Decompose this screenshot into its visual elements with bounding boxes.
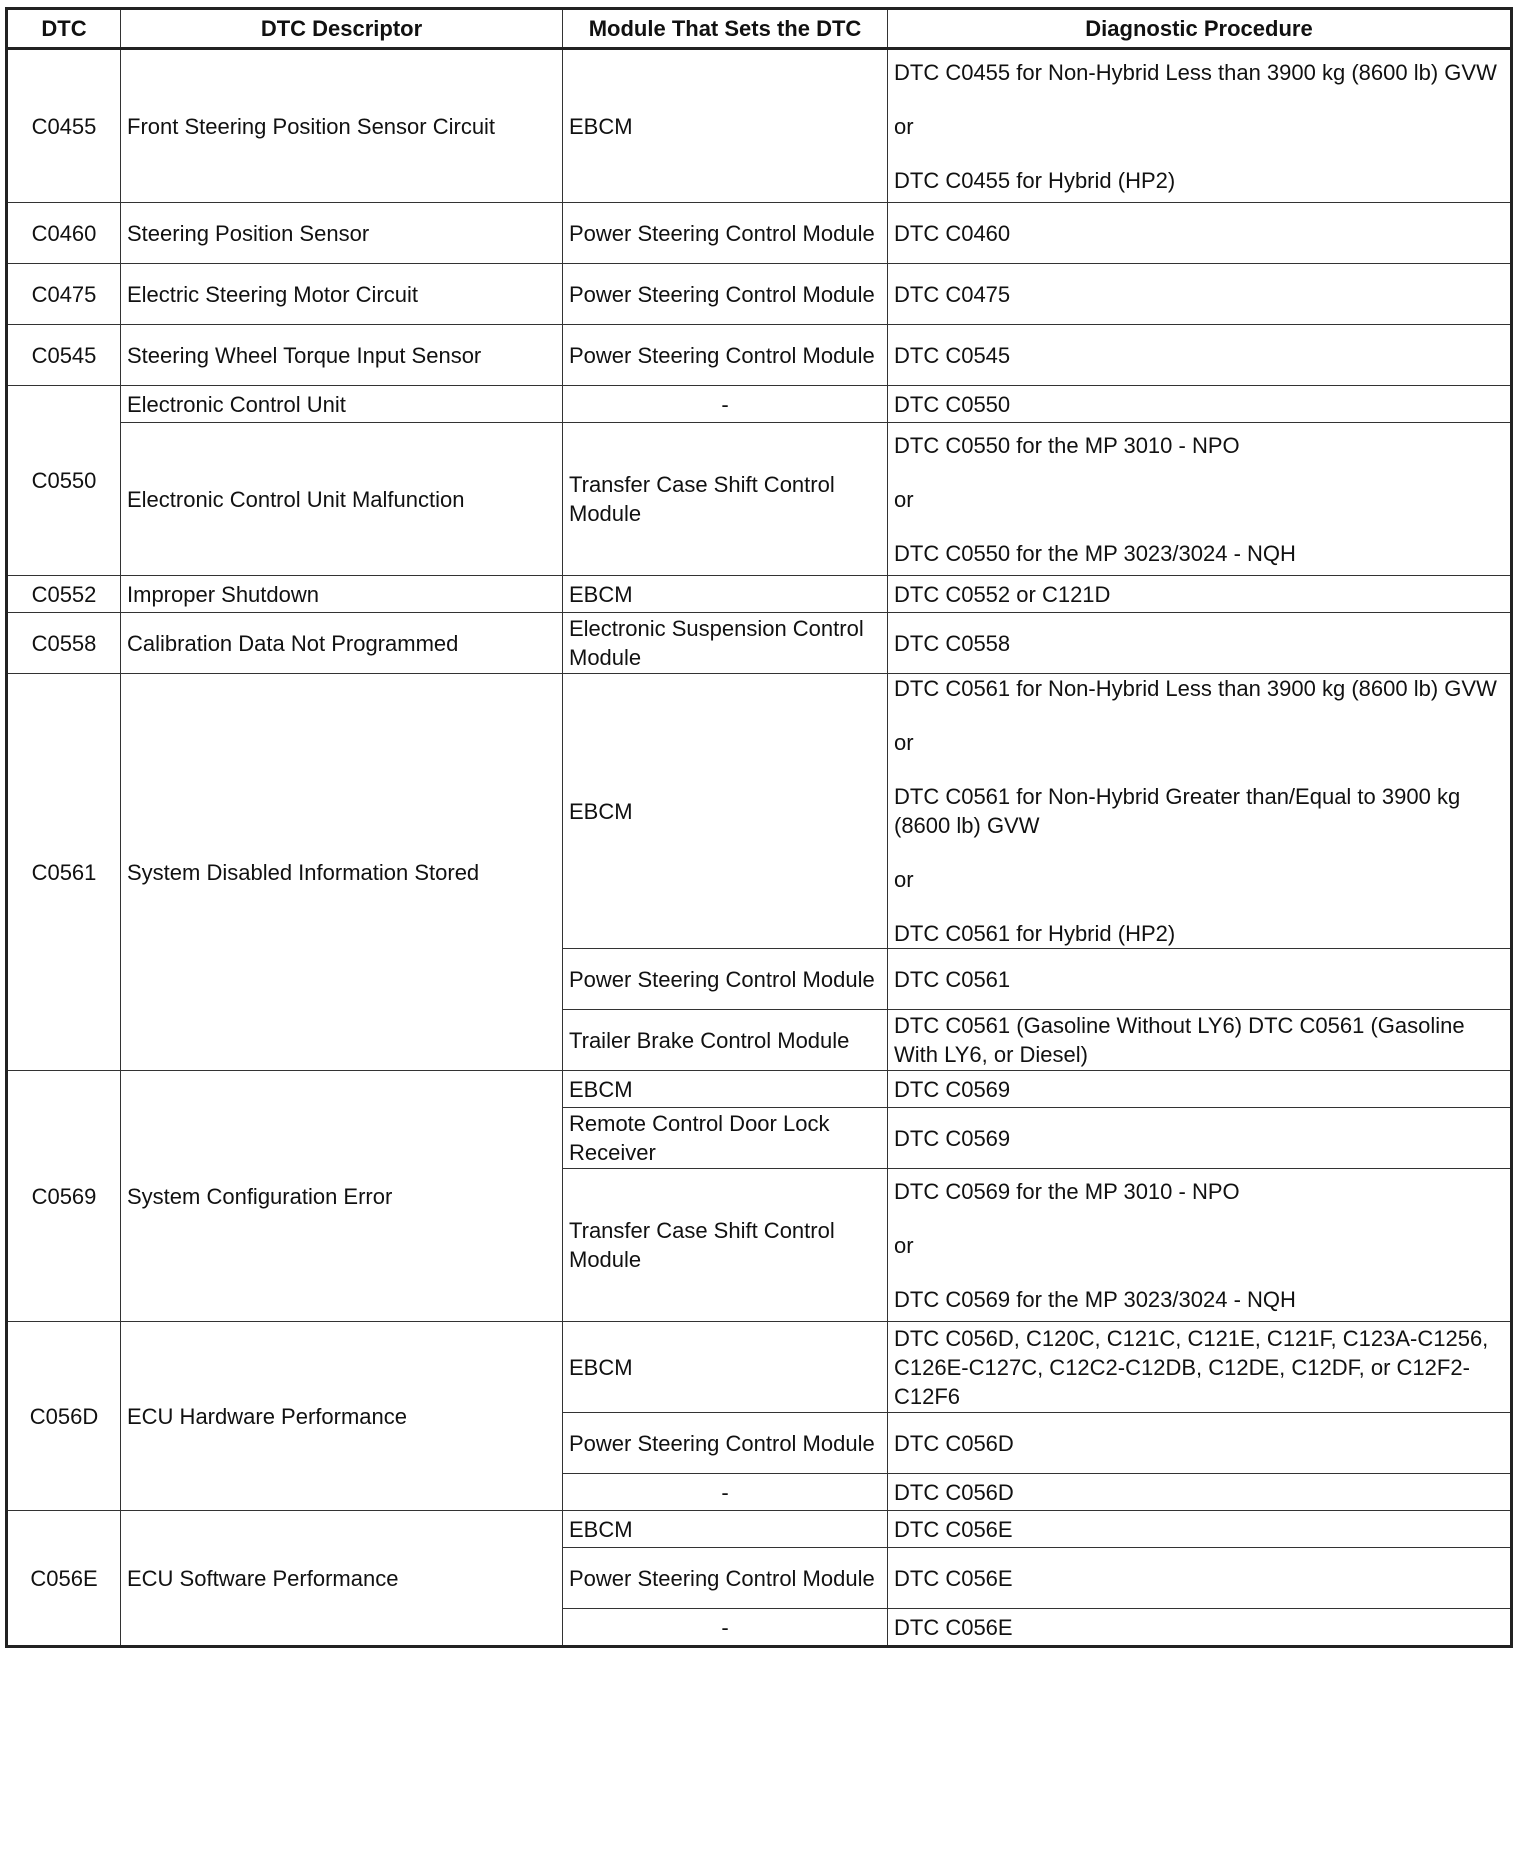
procedure-text: DTC C0561 for Non-Hybrid Greater than/Equal to 3900 kg (8600 lb) GVW	[894, 784, 1461, 838]
table-row	[7, 325, 1512, 386]
procedure-text: DTC C0455 for Hybrid (HP2)	[894, 167, 1176, 193]
dtc-code-cell: C0569	[7, 1071, 121, 1322]
module-cell: Transfer Case Shift Control Module	[563, 423, 888, 576]
descriptor-cell: Front Steering Position Sensor Circuit	[121, 49, 563, 203]
procedure-text: DTC C0550 for the MP 3010 - NPO	[894, 432, 1240, 458]
procedure-text: DTC C0569 for the MP 3010 - NPO	[894, 1178, 1240, 1204]
procedure-text: DTC C0558	[894, 630, 1011, 656]
module-cell: Remote Control Door Lock Receiver	[563, 1108, 888, 1169]
procedure-cell	[888, 1322, 1512, 1413]
descriptor-cell: System Disabled Information Stored	[121, 674, 563, 1071]
descriptor-cell: Calibration Data Not Programmed	[121, 613, 563, 674]
module-cell: -	[563, 1474, 888, 1511]
dtc-code-cell: C0475	[7, 264, 121, 325]
procedure-text: DTC C0569	[894, 1076, 1011, 1102]
procedure-text: DTC C0550	[894, 391, 1011, 417]
procedure-cell	[888, 325, 1512, 386]
procedure-text: DTC C0561	[894, 966, 1011, 992]
procedure-cell	[888, 423, 1512, 576]
procedure-cell	[888, 49, 1512, 203]
descriptor-cell: ECU Hardware Performance	[121, 1322, 563, 1511]
module-cell: EBCM	[563, 576, 888, 613]
descriptor-cell: Electronic Control Unit	[121, 386, 563, 423]
dtc-table	[5, 7, 1513, 1648]
procedure-text: DTC C056D	[894, 1430, 1014, 1456]
table-row	[7, 1511, 1512, 1548]
procedure-cell	[888, 264, 1512, 325]
table-row	[7, 49, 1512, 203]
module-cell: -	[563, 1609, 888, 1647]
procedure-text: DTC C0550 for the MP 3023/3024 - NQH	[894, 540, 1296, 566]
module-cell: Power Steering Control Module	[563, 949, 888, 1010]
procedure-text: DTC C0545	[894, 342, 1011, 368]
table-row	[7, 674, 1512, 949]
table-row	[7, 1071, 1512, 1108]
procedure-text: DTC C056E	[894, 1614, 1013, 1640]
procedure-cell	[888, 386, 1512, 423]
module-cell: EBCM	[563, 1071, 888, 1108]
dtc-code-cell: C0561	[7, 674, 121, 1071]
dtc-code-cell: C0550	[7, 386, 121, 576]
procedure-text: or	[894, 730, 914, 755]
header-procedure: Diagnostic Procedure	[888, 9, 1512, 49]
procedure-cell	[888, 1169, 1512, 1322]
table-row	[7, 1322, 1512, 1413]
procedure-cell	[888, 674, 1512, 949]
header-row	[7, 9, 1512, 49]
procedure-cell	[888, 1474, 1512, 1511]
procedure-text: or	[894, 486, 914, 512]
dtc-code-cell: C0545	[7, 325, 121, 386]
procedure-cell	[888, 576, 1512, 613]
procedure-text: DTC C0552 or C121D	[894, 581, 1111, 607]
procedure-text: DTC C0460	[894, 220, 1011, 246]
procedure-text: DTC C0561 for Hybrid (HP2)	[894, 921, 1176, 946]
table-row	[7, 264, 1512, 325]
descriptor-cell: Steering Position Sensor	[121, 203, 563, 264]
procedure-text: DTC C0561 (Gasoline Without LY6) DTC C0561 (Gasoline With LY6, or Diesel)	[894, 1013, 1465, 1067]
module-cell: -	[563, 386, 888, 423]
procedure-cell	[888, 1609, 1512, 1647]
procedure-cell	[888, 949, 1512, 1010]
procedure-text: DTC C0561 for Non-Hybrid Less than 3900 kg (8600 lb) GVW	[894, 676, 1497, 701]
procedure-cell	[888, 1548, 1512, 1609]
procedure-cell	[888, 1071, 1512, 1108]
module-cell: Transfer Case Shift Control Module	[563, 1169, 888, 1322]
table-row	[7, 613, 1512, 674]
module-cell: EBCM	[563, 49, 888, 203]
header-dtc: DTC	[7, 9, 121, 49]
dtc-code-cell: C0552	[7, 576, 121, 613]
module-cell: Power Steering Control Module	[563, 325, 888, 386]
procedure-cell	[888, 1413, 1512, 1474]
procedure-text: or	[894, 113, 914, 139]
procedure-text: DTC C0475	[894, 281, 1011, 307]
table-row	[7, 576, 1512, 613]
module-cell: Power Steering Control Module	[563, 1413, 888, 1474]
table-row	[7, 423, 1512, 576]
table-row	[7, 203, 1512, 264]
module-cell: EBCM	[563, 1511, 888, 1548]
header-module: Module That Sets the DTC	[563, 9, 888, 49]
dtc-code-cell: C056D	[7, 1322, 121, 1511]
module-cell: Power Steering Control Module	[563, 1548, 888, 1609]
procedure-cell	[888, 1108, 1512, 1169]
descriptor-cell: Steering Wheel Torque Input Sensor	[121, 325, 563, 386]
module-cell: Power Steering Control Module	[563, 203, 888, 264]
procedure-cell	[888, 613, 1512, 674]
header-descriptor: DTC Descriptor	[121, 9, 563, 49]
table-row	[7, 386, 1512, 423]
module-cell: Trailer Brake Control Module	[563, 1010, 888, 1071]
procedure-text: or	[894, 1232, 914, 1258]
procedure-text: or	[894, 867, 914, 892]
procedure-text: DTC C0569	[894, 1125, 1011, 1151]
procedure-text: DTC C056E	[894, 1516, 1013, 1542]
module-cell: Power Steering Control Module	[563, 264, 888, 325]
descriptor-cell: Electric Steering Motor Circuit	[121, 264, 563, 325]
procedure-text: DTC C056E	[894, 1565, 1013, 1591]
procedure-text: DTC C056D	[894, 1479, 1014, 1505]
module-cell: EBCM	[563, 674, 888, 949]
descriptor-cell: Improper Shutdown	[121, 576, 563, 613]
table-body	[7, 49, 1512, 1647]
procedure-text: DTC C056D, C120C, C121C, C121E, C121F, C123A-C1256, C126E-C127C, C12C2-C12DB, C12DE, C12DF, or C12F2-C12F6	[894, 1325, 1489, 1409]
procedure-cell	[888, 1010, 1512, 1071]
module-cell: EBCM	[563, 1322, 888, 1413]
dtc-code-cell: C0558	[7, 613, 121, 674]
descriptor-cell: Electronic Control Unit Malfunction	[121, 423, 563, 576]
procedure-cell	[888, 1511, 1512, 1548]
dtc-code-cell: C0460	[7, 203, 121, 264]
procedure-text: DTC C0455 for Non-Hybrid Less than 3900 kg (8600 lb) GVW	[894, 59, 1497, 85]
procedure-cell	[888, 203, 1512, 264]
descriptor-cell: System Configuration Error	[121, 1071, 563, 1322]
descriptor-cell: ECU Software Performance	[121, 1511, 563, 1647]
procedure-text: DTC C0569 for the MP 3023/3024 - NQH	[894, 1286, 1296, 1312]
module-cell: Electronic Suspension Control Module	[563, 613, 888, 674]
dtc-code-cell: C0455	[7, 49, 121, 203]
dtc-code-cell: C056E	[7, 1511, 121, 1647]
